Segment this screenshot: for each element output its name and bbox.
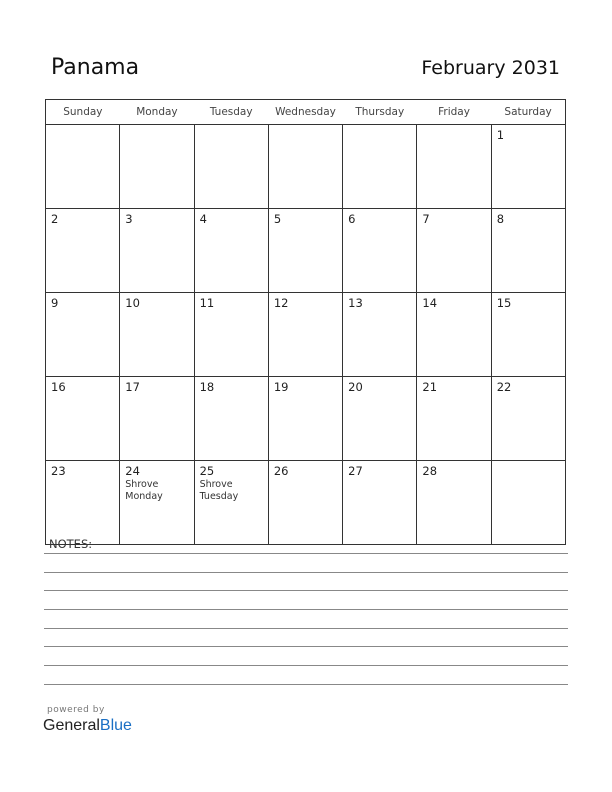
day-number: 14 bbox=[422, 296, 438, 310]
day-cell[interactable] bbox=[343, 377, 417, 461]
day-number: 24 bbox=[125, 464, 140, 478]
day-cell[interactable] bbox=[491, 461, 565, 545]
day-cell[interactable] bbox=[120, 461, 194, 545]
weekday-header: Thursday bbox=[343, 100, 417, 125]
day-number: 28 bbox=[422, 464, 438, 478]
weekday-header: Monday bbox=[120, 100, 194, 125]
day-cell[interactable] bbox=[491, 209, 565, 293]
day-cell[interactable] bbox=[120, 209, 194, 293]
day-cell[interactable] bbox=[343, 125, 417, 209]
day-number: 23 bbox=[51, 464, 66, 478]
weekday-header: Wednesday bbox=[268, 100, 342, 125]
day-number: 11 bbox=[199, 296, 215, 310]
note-line bbox=[44, 646, 568, 647]
day-cell[interactable] bbox=[194, 125, 268, 209]
day-cell[interactable] bbox=[343, 461, 417, 545]
day-cell[interactable] bbox=[343, 209, 417, 293]
holiday-label: Shrove Tuesday bbox=[199, 479, 239, 502]
day-cell[interactable] bbox=[268, 209, 342, 293]
day-number: 3 bbox=[125, 212, 133, 226]
day-number: 18 bbox=[199, 380, 215, 394]
day-number: 27 bbox=[348, 464, 363, 478]
brand-blue: Blue bbox=[99, 717, 132, 734]
day-number: 15 bbox=[496, 296, 512, 310]
day-number: 8 bbox=[496, 212, 505, 226]
day-number: 21 bbox=[422, 380, 438, 394]
notes-label: NOTES: bbox=[49, 537, 93, 551]
day-cell[interactable] bbox=[268, 461, 342, 545]
calendar-week-row bbox=[46, 377, 566, 461]
note-line bbox=[44, 684, 568, 685]
day-cell[interactable] bbox=[417, 461, 491, 545]
day-number: 6 bbox=[348, 212, 356, 226]
day-number: 7 bbox=[422, 212, 430, 226]
day-number: 22 bbox=[496, 380, 512, 394]
day-cell[interactable] bbox=[417, 377, 491, 461]
day-number: 1 bbox=[496, 128, 505, 142]
day-cell[interactable] bbox=[120, 125, 194, 209]
calendar-week-row bbox=[46, 461, 566, 545]
powered-by-text: powered by bbox=[47, 705, 105, 715]
brand-logo[interactable] bbox=[43, 717, 132, 735]
day-number: 12 bbox=[273, 296, 289, 310]
day-number: 5 bbox=[273, 212, 282, 226]
day-cell[interactable] bbox=[120, 293, 194, 377]
day-cell[interactable] bbox=[268, 377, 342, 461]
day-number: 25 bbox=[199, 464, 215, 478]
day-cell[interactable] bbox=[417, 293, 491, 377]
note-line bbox=[44, 609, 568, 610]
weekday-header-row bbox=[46, 100, 566, 125]
note-line bbox=[44, 665, 568, 666]
note-line bbox=[44, 628, 568, 629]
day-number: 17 bbox=[125, 380, 140, 394]
day-cell[interactable] bbox=[491, 293, 565, 377]
day-number: 10 bbox=[125, 296, 140, 310]
weekday-header: Sunday bbox=[46, 100, 120, 125]
calendar-week-row bbox=[46, 209, 566, 293]
day-cell[interactable] bbox=[268, 293, 342, 377]
note-line bbox=[44, 590, 568, 591]
weekday-header: Friday bbox=[417, 100, 491, 125]
day-cell[interactable] bbox=[194, 461, 268, 545]
note-line bbox=[44, 572, 568, 573]
brand-general: General bbox=[43, 717, 100, 734]
day-cell[interactable] bbox=[268, 125, 342, 209]
day-cell[interactable] bbox=[343, 293, 417, 377]
day-cell[interactable] bbox=[194, 293, 268, 377]
day-number: 4 bbox=[199, 212, 207, 226]
calendar-week-row bbox=[46, 125, 566, 209]
day-cell[interactable] bbox=[194, 209, 268, 293]
day-number: 19 bbox=[273, 380, 289, 394]
country-title: Panama bbox=[51, 55, 140, 80]
day-cell[interactable] bbox=[491, 377, 565, 461]
day-cell[interactable] bbox=[417, 125, 491, 209]
day-cell[interactable] bbox=[120, 377, 194, 461]
weekday-header: Tuesday bbox=[194, 100, 268, 125]
note-line bbox=[44, 553, 568, 554]
weekday-header: Saturday bbox=[491, 100, 565, 125]
holiday-label: Shrove Monday bbox=[125, 479, 163, 502]
calendar-week-row bbox=[46, 293, 566, 377]
day-cell[interactable] bbox=[46, 209, 120, 293]
day-number: 26 bbox=[273, 464, 289, 478]
calendar-grid bbox=[45, 99, 566, 545]
month-title: February 2031 bbox=[421, 57, 560, 79]
day-number: 13 bbox=[348, 296, 363, 310]
day-number: 20 bbox=[348, 380, 363, 394]
day-cell[interactable] bbox=[46, 125, 120, 209]
day-number: 9 bbox=[51, 296, 59, 310]
day-number: 16 bbox=[51, 380, 66, 394]
day-number: 2 bbox=[51, 212, 59, 226]
day-cell[interactable] bbox=[491, 125, 565, 209]
day-cell[interactable] bbox=[46, 461, 120, 545]
day-cell[interactable] bbox=[46, 377, 120, 461]
day-cell[interactable] bbox=[46, 293, 120, 377]
day-cell[interactable] bbox=[417, 209, 491, 293]
day-cell[interactable] bbox=[194, 377, 268, 461]
